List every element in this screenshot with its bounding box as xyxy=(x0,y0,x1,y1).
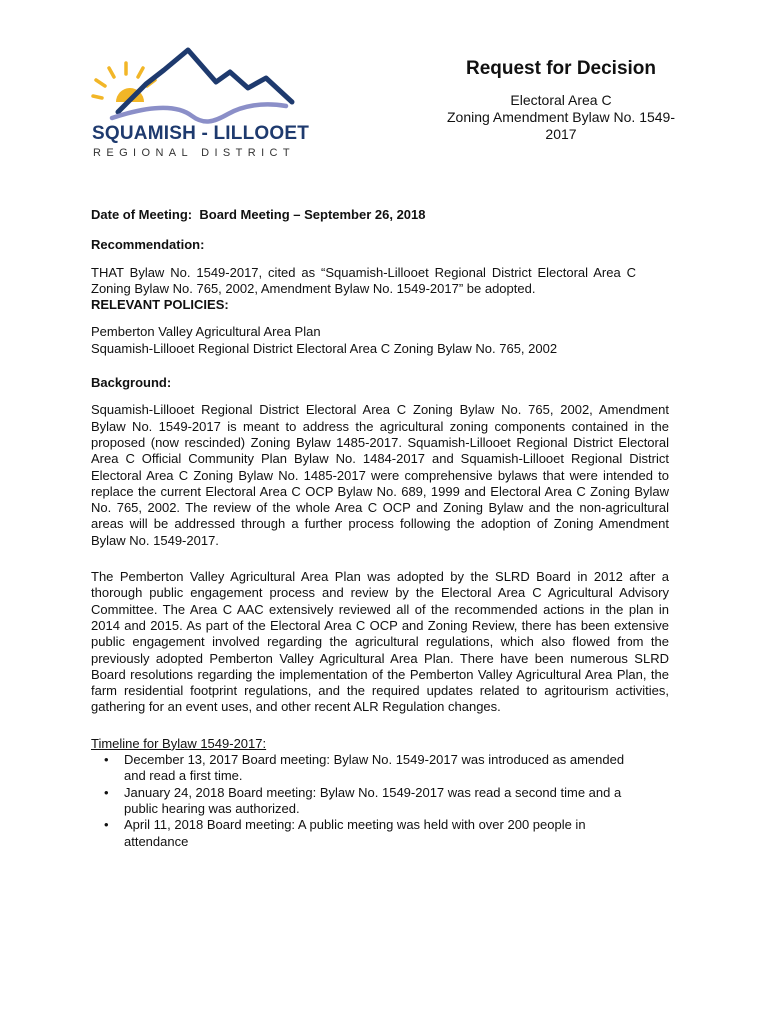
timeline-item-text: December 13, 2017 Board meeting: Bylaw No. 1549-2017 was introduced as amended and read a first time. xyxy=(124,752,625,784)
list-item xyxy=(91,817,644,850)
recommendation-text: THAT Bylaw No. 1549-2017, cited as “Squamish-Lillooet Regional District Electoral Area C Zoning Bylaw No. 765, 2002, Amendment Bylaw No. 1549-2017” be adopted. xyxy=(91,264,636,296)
document-title: Request for Decision xyxy=(465,58,657,79)
meeting-value: Board Meeting – September 26, 2018 xyxy=(199,207,426,222)
river-icon xyxy=(112,104,286,121)
list-item xyxy=(91,752,644,785)
timeline-heading: Timeline for Bylaw 1549-2017: xyxy=(91,735,267,751)
background-paragraph: Squamish-Lillooet Regional District Electoral Area C Zoning Bylaw No. 765, 2002, Amendment Bylaw No. 1549-2017 is meant to address the agricultural zoning components contained in the proposed (now rescinded) Zoning Bylaw 1485-2017. Squamish-Lillooet Regional District Electoral Area C Official Community Plan Bylaw No. 1484-2017 and Squamish-Lillooet Regional District Electoral Area C Zoning Bylaw No. 1485-2017 were comprehensive bylaws that were intended to replace the current Electoral Area C OCP Bylaw No. 689, 1999 and Electoral Area C Zoning Bylaw No. 765, 2002. The review of the whole Area C OCP and Zoning Bylaw and the non-agricultural areas will be addressed through a further process following the adoption of Zoning Amendment Bylaw No. 1549-2017. xyxy=(91,402,669,548)
timeline-item-text: April 11, 2018 Board meeting: A public meeting was held with over 200 people in attendance xyxy=(124,817,586,849)
bullet-icon: • xyxy=(104,752,109,768)
policies-heading: RELEVANT POLICIES: xyxy=(91,297,229,313)
bullet-icon: • xyxy=(104,784,109,800)
background-paragraph: The Pemberton Valley Agricultural Area Plan was adopted by the SLRD Board in 2012 after a thorough public engagement process and review by the Electoral Area C Agricultural Advisory Committee. The Area C AAC extensively reviewed all of the recommended actions in the plan in 2014 and 2015. As part of the Electoral Area C OCP and Zoning Review, there has been extensive public engagement involved regarding the agricultural regulations, which also flowed from the previously adopted Pemberton Valley Agricultural Area Plan. There have been numerous SLRD Board resolutions regarding the implementation of the Pemberton Valley Agricultural Area Plan, the farm residential footprint regulations, and the required updates related to agritourism activities, gathering for an event uses, and other recent ALR Regulation changes. xyxy=(91,569,669,715)
meeting-label: Date of Meeting: xyxy=(91,207,193,222)
electoral-area: Electoral Area C xyxy=(510,92,612,108)
list-item xyxy=(91,785,644,818)
logo-name: SQUAMISH - LILLOOET xyxy=(92,123,310,144)
meeting-date xyxy=(91,207,669,223)
timeline-item-text: January 24, 2018 Board meeting: Bylaw No. 1549-2017 was read a second time and a public hearing was authorized. xyxy=(124,784,622,816)
bylaw-subject: Zoning Amendment Bylaw No. 1549-2017 xyxy=(446,109,675,142)
timeline-list xyxy=(91,752,669,850)
policies-list xyxy=(91,324,669,357)
logo-subtitle: REGIONAL DISTRICT xyxy=(93,147,296,159)
policy-item: Squamish-Lillooet Regional District Electoral Area C Zoning Bylaw No. 765, 2002 xyxy=(91,340,558,356)
background-heading: Background: xyxy=(91,375,172,391)
document-header xyxy=(425,58,697,143)
recommendation-heading: Recommendation: xyxy=(91,237,205,253)
policy-item: Pemberton Valley Agricultural Area Plan xyxy=(91,324,321,340)
bullet-icon: • xyxy=(104,817,109,833)
document-body xyxy=(91,207,669,850)
organization-logo xyxy=(88,44,298,164)
